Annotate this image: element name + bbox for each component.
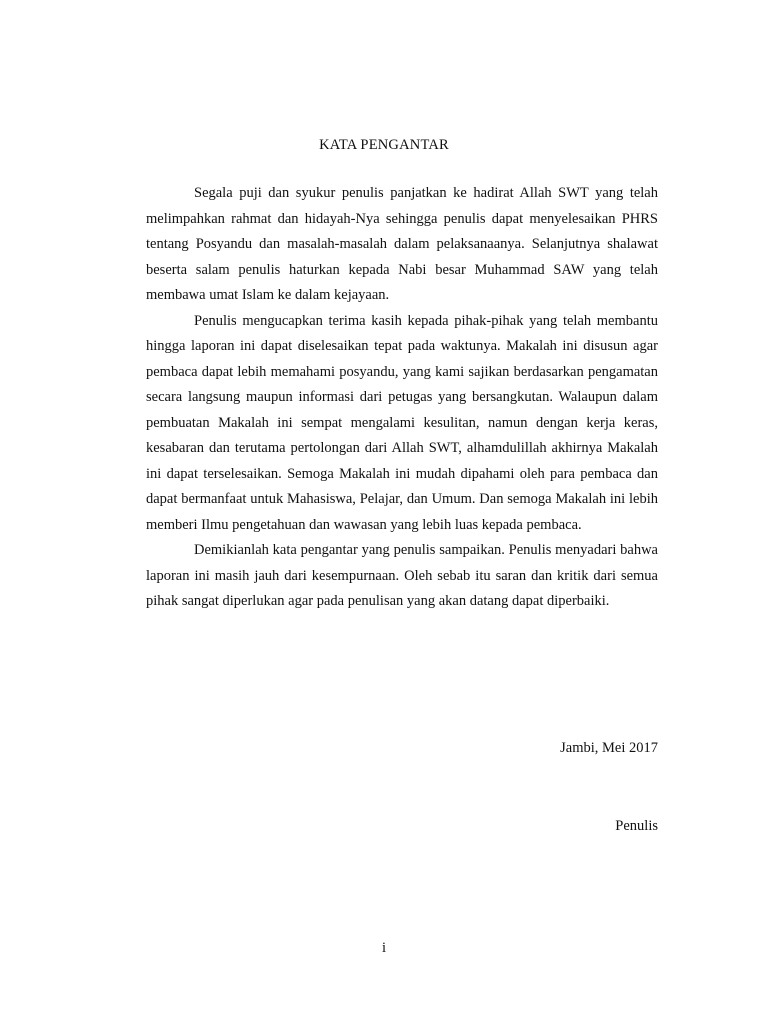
body-text — [146, 181, 658, 615]
paragraph-2: Penulis mengucapkan terima kasih kepada pihak-pihak yang telah membantu hingga laporan ini dapat diselesaikan tepat pada waktunya. Makalah ini disusun agar pembaca dapat lebih memahami posyandu, yang kami sajikan berdasarkan pengamatan secara langsung maupun informasi dari petugas yang bersangkutan. Walaupun dalam pembuatan Makalah ini sempat mengalami kesulitan, namun dengan kerja keras, kesabaran dan terutama pertolongan dari Allah SWT, alhamdulillah akhirnya Makalah ini dapat terselesaikan. Semoga Makalah ini mudah dipahami oleh para pembaca dan dapat bermanfaat untuk Mahasiswa, Pelajar, dan Umum. Dan semoga Makalah ini lebih memberi Ilmu pengetahuan dan wawasan yang lebih luas kepada pembaca. — [146, 312, 658, 533]
place-date: Jambi, Mei 2017 — [560, 740, 658, 756]
author-signature: Penulis — [615, 818, 658, 834]
page-number: i — [381, 940, 387, 956]
paragraph-1: Segala puji dan syukur penulis panjatkan ke hadirat Allah SWT yang telah melimpahkan rahmat dan hidayah-Nya sehingga penulis dapat menyelesaikan PHRS tentang Posyandu dan masalah-masalah dalam pelaksanaanya. Selanjutnya shalawat beserta salam penulis haturkan kepada Nabi besar Muhammad SAW yang telah membawa umat Islam ke dalam kejayaan. — [146, 185, 658, 303]
page-title: KATA PENGANTAR — [319, 137, 449, 153]
paragraph-3: Demikianlah kata pengantar yang penulis sampaikan. Penulis menyadari bahwa laporan ini masih jauh dari kesempurnaan. Oleh sebab itu saran dan kritik dari semua pihak sangat diperlukan agar pada penulisan yang akan datang dapat diperbaiki. — [146, 542, 658, 609]
